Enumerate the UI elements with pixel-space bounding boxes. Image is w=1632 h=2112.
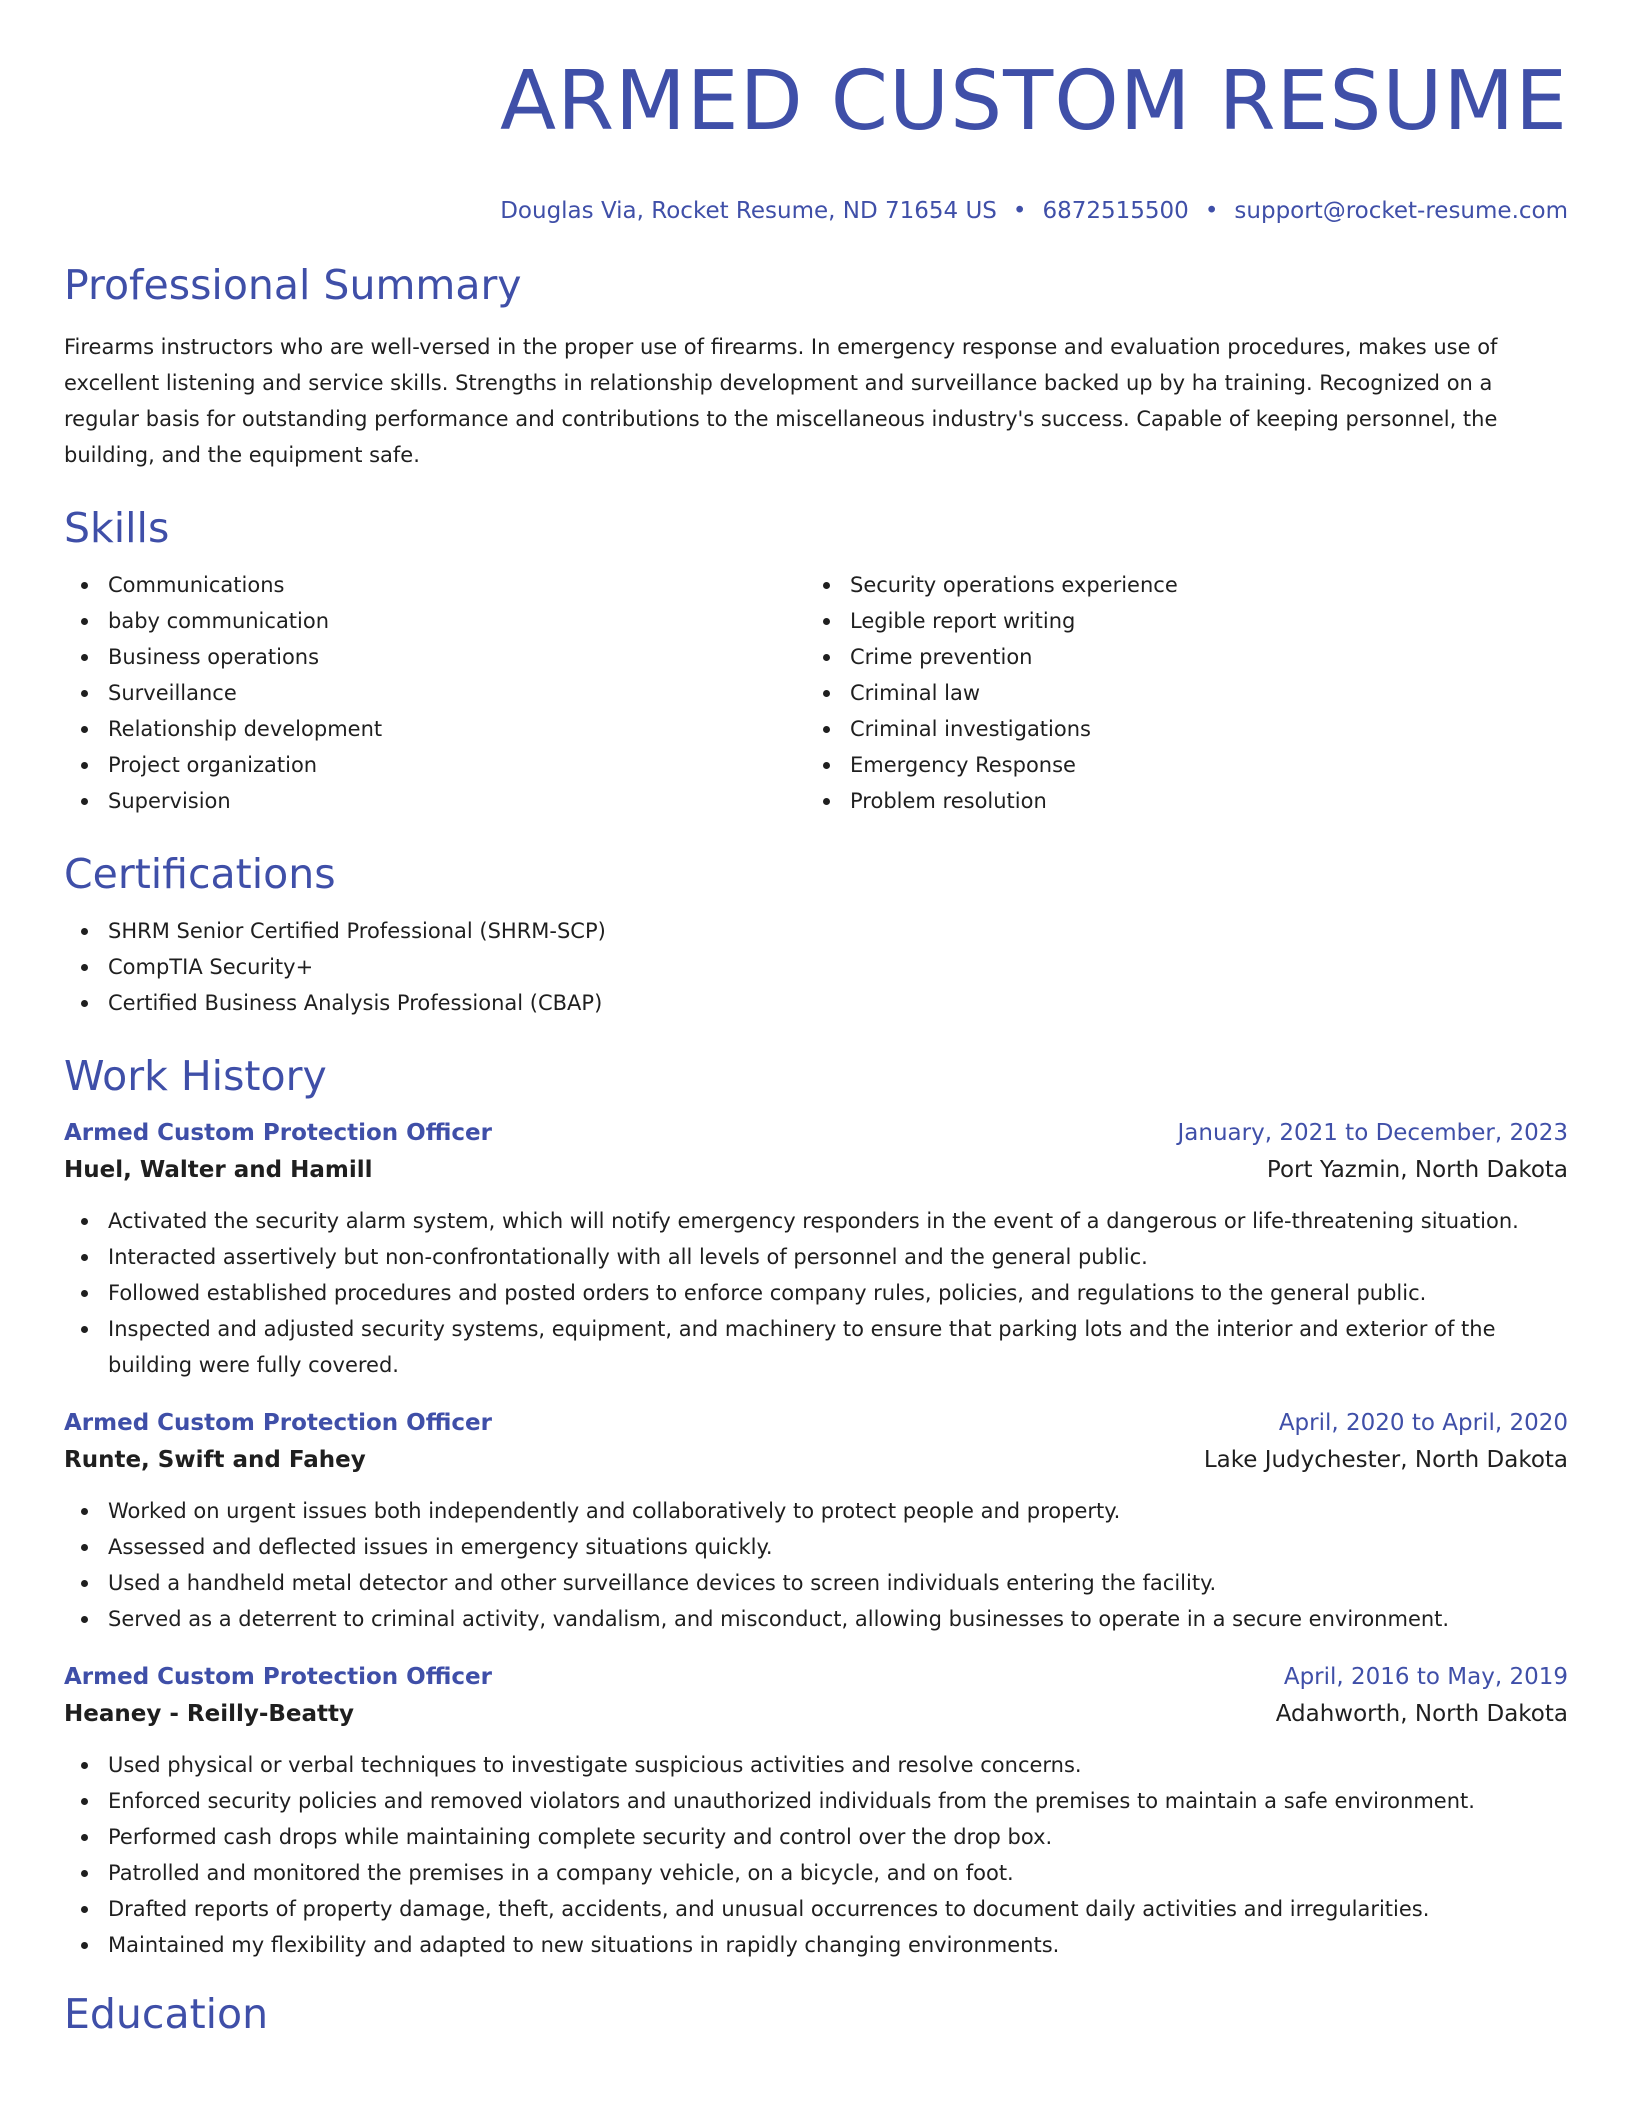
job-duties bbox=[64, 1493, 1568, 1637]
job-title: Armed Custom Protection Officer bbox=[64, 1120, 492, 1146]
job-company: Runte, Swift and Fahey bbox=[64, 1447, 366, 1473]
skills-list-right bbox=[806, 567, 1548, 819]
skill-item: Business operations bbox=[64, 639, 806, 675]
work-history-heading: Work History bbox=[64, 1052, 327, 1100]
skill-item: Problem resolution bbox=[806, 783, 1548, 819]
job-duty: Used physical or verbal techniques to investigate suspicious activities and resolve concerns. bbox=[64, 1747, 1568, 1783]
job-duty: Inspected and adjusted security systems, equipment, and machinery to ensure that parking lots and the interior and exterior of the building were fully covered. bbox=[64, 1311, 1568, 1383]
job-company-row bbox=[64, 1441, 1568, 1479]
job-duty: Interacted assertively but non-confrontationally with all levels of personnel and the general public. bbox=[64, 1239, 1568, 1275]
job-company: Heaney - Reilly-Beatty bbox=[64, 1701, 355, 1727]
job-dates: April, 2020 to April, 2020 bbox=[1278, 1410, 1568, 1436]
job-duties bbox=[64, 1203, 1568, 1383]
skills-section bbox=[64, 503, 1568, 819]
job-location: Adahworth, North Dakota bbox=[1275, 1701, 1568, 1727]
certification-item: CompTIA Security+ bbox=[64, 949, 1568, 985]
job-company-row bbox=[64, 1151, 1568, 1189]
work-history-section bbox=[64, 1051, 1568, 1963]
contact-line bbox=[64, 196, 1568, 226]
job-title: Armed Custom Protection Officer bbox=[64, 1664, 492, 1690]
summary-heading: Professional Summary bbox=[64, 261, 522, 309]
contact-address: Douglas Via, Rocket Resume, ND 71654 US bbox=[500, 198, 997, 224]
job-duty: Drafted reports of property damage, theft, accidents, and unusual occurrences to document daily activities and irregularities. bbox=[64, 1891, 1568, 1927]
job-company-row bbox=[64, 1695, 1568, 1733]
skill-item: Supervision bbox=[64, 783, 806, 819]
job-duty: Worked on urgent issues both independently and collaboratively to protect people and property. bbox=[64, 1493, 1568, 1529]
job-title-row bbox=[64, 1405, 1568, 1441]
education-section bbox=[64, 1989, 1568, 2039]
skill-item: Surveillance bbox=[64, 675, 806, 711]
job-title-row bbox=[64, 1115, 1568, 1151]
job-dates: April, 2016 to May, 2019 bbox=[1283, 1664, 1568, 1690]
skill-item: Criminal law bbox=[806, 675, 1548, 711]
job-duty: Used a handheld metal detector and other surveillance devices to screen individuals entering the facility. bbox=[64, 1565, 1568, 1601]
job-entry bbox=[64, 1659, 1568, 1963]
job-location: Port Yazmin, North Dakota bbox=[1266, 1157, 1568, 1183]
job-duty: Patrolled and monitored the premises in a company vehicle, on a bicycle, and on foot. bbox=[64, 1855, 1568, 1891]
skill-item: Emergency Response bbox=[806, 747, 1548, 783]
job-entry bbox=[64, 1115, 1568, 1383]
summary-text: Firearms instructors who are well-versed in the proper use of firearms. In emergency response and evaluation procedures, makes use of excellent listening and service skills. Strengths in relationship development and surveillance backed up by ha training. Recognized on a regular basis for outstanding performance and contributions to the miscellaneous industry's success. Capable of keeping personnel, the building, and the equipment safe. bbox=[64, 335, 1498, 467]
contact-email[interactable]: support@rocket-resume.com bbox=[1234, 198, 1568, 224]
contact-separator: • bbox=[1012, 198, 1027, 224]
candidate-name: ARMED CUSTOM RESUME bbox=[499, 54, 1568, 149]
resume-header bbox=[64, 0, 1568, 226]
job-duty: Followed established procedures and posted orders to enforce company rules, policies, and regulations to the general public. bbox=[64, 1275, 1568, 1311]
job-duties bbox=[64, 1747, 1568, 1963]
job-duty: Maintained my flexibility and adapted to new situations in rapidly changing environments. bbox=[64, 1927, 1568, 1963]
contact-separator: • bbox=[1204, 198, 1219, 224]
skill-item: Project organization bbox=[64, 747, 806, 783]
job-duty: Activated the security alarm system, which will notify emergency responders in the event of a dangerous or life-threatening situation. bbox=[64, 1203, 1568, 1239]
certifications-section bbox=[64, 849, 1568, 1021]
job-dates: January, 2021 to December, 2023 bbox=[1177, 1120, 1568, 1146]
skills-heading: Skills bbox=[64, 504, 170, 552]
certifications-list bbox=[64, 913, 1568, 1021]
certifications-heading: Certifications bbox=[64, 850, 336, 898]
job-title-row bbox=[64, 1659, 1568, 1695]
skill-item: Security operations experience bbox=[806, 567, 1548, 603]
skill-item: Criminal investigations bbox=[806, 711, 1548, 747]
education-heading: Education bbox=[64, 1990, 269, 2038]
skill-item: Relationship development bbox=[64, 711, 806, 747]
job-duty: Served as a deterrent to criminal activity, vandalism, and misconduct, allowing businesses to operate in a secure environment. bbox=[64, 1601, 1568, 1637]
contact-phone: 6872515500 bbox=[1042, 198, 1189, 224]
job-duty: Enforced security policies and removed violators and unauthorized individuals from the premises to maintain a safe environment. bbox=[64, 1783, 1568, 1819]
certification-item: Certified Business Analysis Professional (CBAP) bbox=[64, 985, 1568, 1021]
certification-item: SHRM Senior Certified Professional (SHRM-SCP) bbox=[64, 913, 1568, 949]
job-company: Huel, Walter and Hamill bbox=[64, 1157, 373, 1183]
skills-list-left bbox=[64, 567, 806, 819]
skill-item: Communications bbox=[64, 567, 806, 603]
job-entry bbox=[64, 1405, 1568, 1637]
skill-item: baby communication bbox=[64, 603, 806, 639]
job-location: Lake Judychester, North Dakota bbox=[1203, 1447, 1568, 1473]
job-title: Armed Custom Protection Officer bbox=[64, 1410, 492, 1436]
skill-item: Legible report writing bbox=[806, 603, 1548, 639]
job-duty: Assessed and deflected issues in emergency situations quickly. bbox=[64, 1529, 1568, 1565]
skill-item: Crime prevention bbox=[806, 639, 1548, 675]
skills-grid bbox=[64, 567, 1568, 819]
job-duty: Performed cash drops while maintaining complete security and control over the drop box. bbox=[64, 1819, 1568, 1855]
summary-section bbox=[64, 260, 1568, 473]
